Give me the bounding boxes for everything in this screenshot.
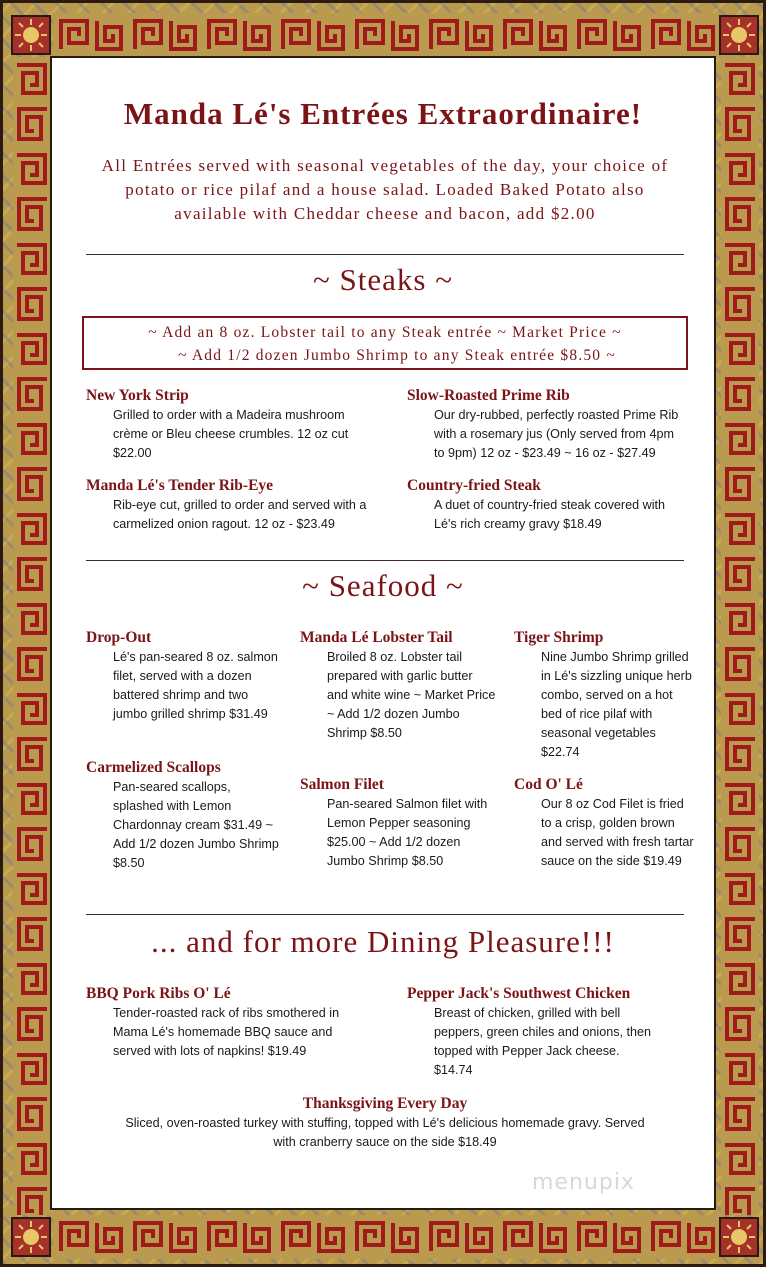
item-desc: Breast of chicken, grilled with bell peppers, green chiles and onions, then topped with Pepper Jack cheese. $14.74 [434,1006,652,1077]
item-desc: Sliced, oven-roasted turkey with stuffing, topped with Lé's delicious homemade gravy. Served with cranberry sauce on the side $18.49 [125,1116,645,1149]
item-desc: Broiled 8 oz. Lobster tail prepared with garlic butter and white wine ~ Market Price ~ Add 1/2 dozen Jumbo Shrimp $8.50 [327,650,496,740]
divider [86,914,684,915]
item-desc: Pan-seared scallops, splashed with Lemon Chardonnay cream $31.49 ~ Add 1/2 dozen Jumbo Shrimp $8.50 [113,780,279,870]
menu-item [86,758,282,873]
item-name: Country-fried Steak [407,477,541,494]
menu-item [86,386,378,463]
menu-item [407,476,687,534]
item-name: New York Strip [86,387,189,404]
divider [86,254,684,255]
border-band-left [13,57,51,1215]
border-band-top [53,13,719,57]
intro-text: All Entrées served with seasonal vegetables of the day, your choice of potato or rice pilaf and a house salad. Loaded Baked Potato also available with Cheddar cheese and bacon, add $2.00 [101,156,669,223]
addon-shrimp: ~ Add 1/2 dozen Jumbo Shrimp to any Steak entrée $8.50 ~ [178,347,616,364]
item-desc: Our dry-rubbed, perfectly roasted Prime Rib with a rosemary jus (Only served from 4pm to 9pm) 12 oz - $23.49 ~ 16 oz - $27.49 [434,408,679,460]
border-band-right [721,57,759,1215]
menu-item [86,628,282,724]
item-name: Pepper Jack's Southwest Chicken [407,985,631,1002]
item-desc: Tender-roasted rack of ribs smothered in Mama Lé's homemade BBQ sauce and served with lots of napkins! $19.49 [113,1006,340,1058]
item-desc: Grilled to order with a Madeira mushroom crème or Bleu cheese crumbles. 12 oz cut $22.00 [113,408,349,460]
item-desc: Lé's pan-seared 8 oz. salmon filet, served with a dozen battered shrimp and two jumbo grilled shrimp $31.49 [113,650,278,721]
menu-item [86,476,378,534]
addon-lobster: ~ Add an 8 oz. Lobster tail to any Steak entrée ~ Market Price ~ [148,324,622,341]
sun-icon [11,15,51,55]
item-desc: Nine Jumbo Shrimp grilled in Lé's sizzling unique herb combo, served on a hot bed of rice pilaf with seasonal vegetables $22.74 [541,650,692,759]
item-name: Manda Lé Lobster Tail [300,629,453,646]
item-name: Cod O' Lé [514,776,583,793]
steaks-heading: ~ Steaks ~ [313,262,453,297]
item-desc: Our 8 oz Cod Filet is fried to a crisp, golden brown and served with fresh tartar sauce on the side $19.49 [541,797,694,868]
item-name: Carmelized Scallops [86,759,221,776]
menu-item [407,386,687,463]
page-title: Manda Lé's Entrées Extraordinaire! [123,96,643,131]
menu-item [86,1094,684,1152]
item-name: Thanksgiving Every Day [302,1095,468,1112]
item-desc: Rib-eye cut, grilled to order and served with a carmelized onion ragout. 12 oz - $23.49 [113,498,367,531]
menu-item [300,628,496,743]
item-desc: Pan-seared Salmon filet with Lemon Pepper seasoning $25.00 ~ Add 1/2 dozen Jumbo Shrimp $8.50 [327,797,488,868]
menu-item [514,775,696,871]
watermark: menupix [532,1170,635,1195]
menu-item [86,984,356,1061]
item-desc: A duet of country-fried steak covered with Lé's rich creamy gravy $18.49 [434,498,666,531]
divider [86,560,684,561]
border-band-bottom [53,1215,719,1259]
menu-item [514,628,696,762]
sun-icon [719,15,759,55]
menu-item [300,775,496,871]
item-name: Salmon Filet [300,776,384,793]
more-heading: ... and for more Dining Pleasure!!! [151,924,615,959]
sun-icon [11,1217,51,1257]
item-name: BBQ Pork Ribs O' Lé [86,985,231,1002]
steak-addons-box [82,316,688,370]
menu-panel [50,56,716,1210]
item-name: Tiger Shrimp [514,629,604,646]
item-name: Manda Lé's Tender Rib-Eye [86,477,274,494]
sun-icon [719,1217,759,1257]
seafood-heading: ~ Seafood ~ [302,568,464,603]
item-name: Slow-Roasted Prime Rib [407,387,570,404]
menu-item [407,984,657,1080]
item-name: Drop-Out [86,629,152,646]
